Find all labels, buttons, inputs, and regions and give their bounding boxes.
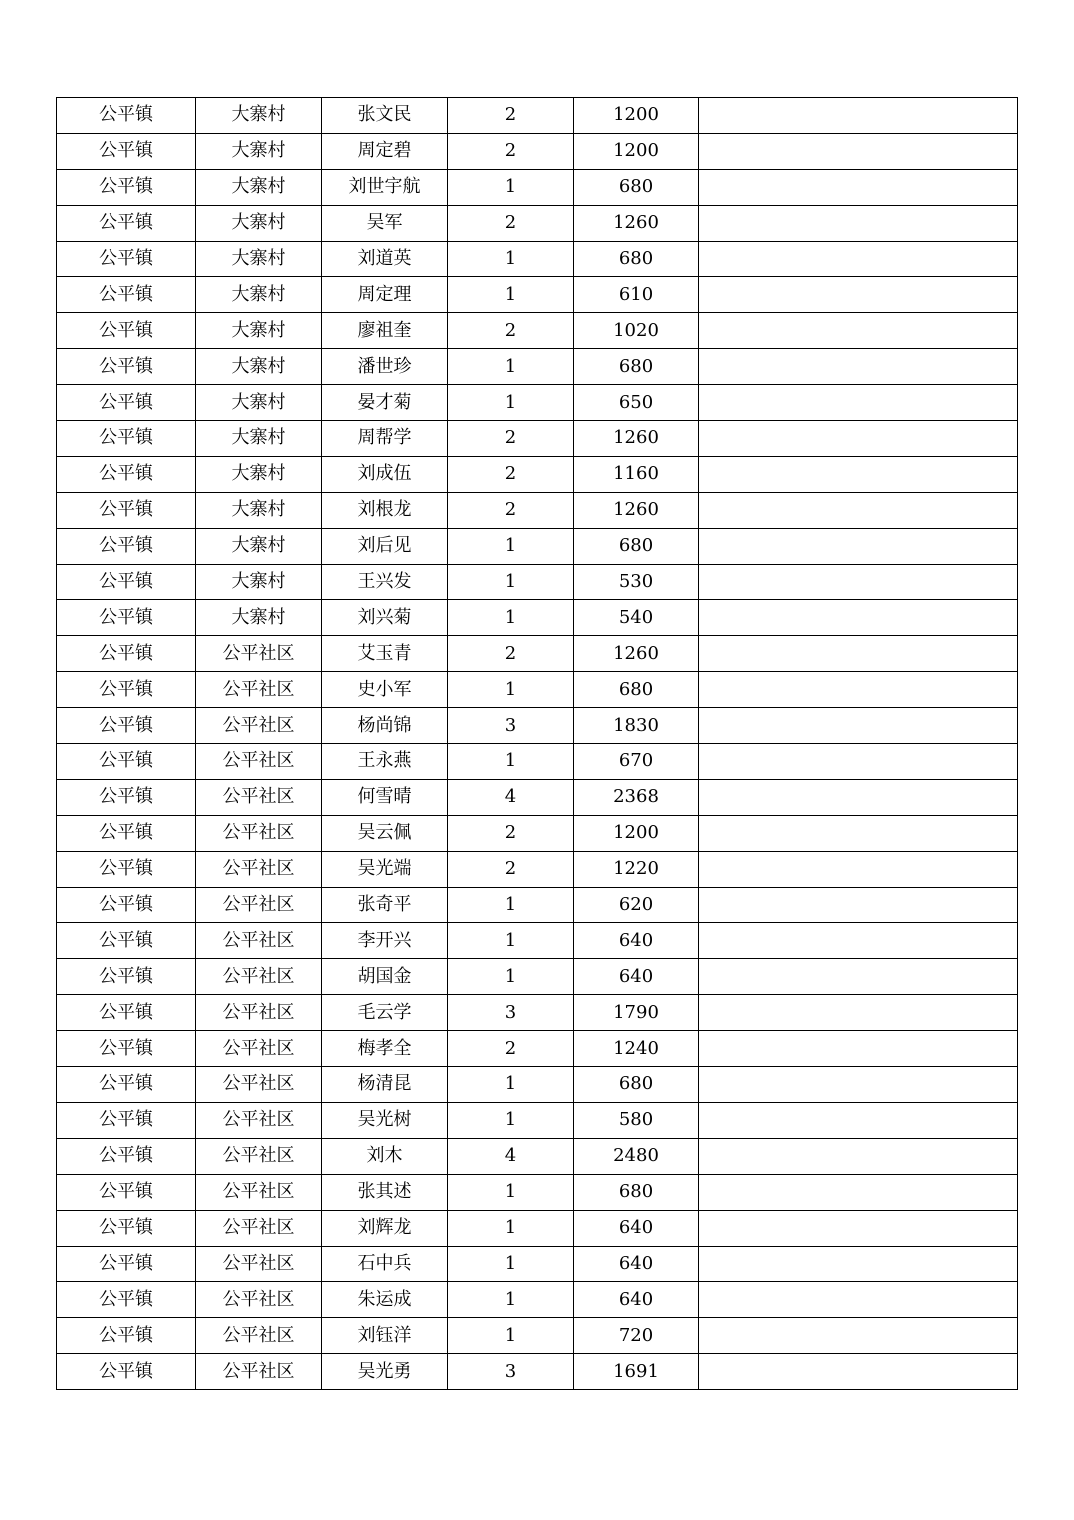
cell-village: 公平社区 <box>196 1138 322 1174</box>
cell-amount: 540 <box>574 600 699 636</box>
cell-note <box>699 205 1018 241</box>
cell-amount: 2368 <box>574 779 699 815</box>
cell-village: 大寨村 <box>196 169 322 205</box>
cell-people-count: 1 <box>448 241 574 277</box>
cell-name: 晏才菊 <box>322 385 448 421</box>
cell-village: 大寨村 <box>196 313 322 349</box>
cell-people-count: 1 <box>448 1210 574 1246</box>
table-row <box>57 744 1018 780</box>
table-row <box>57 1318 1018 1354</box>
cell-town: 公平镇 <box>57 887 196 923</box>
table-row <box>57 1210 1018 1246</box>
cell-note <box>699 98 1018 134</box>
cell-amount: 670 <box>574 744 699 780</box>
cell-people-count: 1 <box>448 169 574 205</box>
cell-note <box>699 672 1018 708</box>
cell-town: 公平镇 <box>57 528 196 564</box>
cell-amount: 2480 <box>574 1138 699 1174</box>
cell-note <box>699 923 1018 959</box>
cell-people-count: 4 <box>448 1138 574 1174</box>
table-row <box>57 528 1018 564</box>
cell-village: 大寨村 <box>196 385 322 421</box>
table-row <box>57 636 1018 672</box>
cell-amount: 680 <box>574 1174 699 1210</box>
table-row <box>57 349 1018 385</box>
table-row <box>57 169 1018 205</box>
cell-name: 周定理 <box>322 277 448 313</box>
cell-name: 刘木 <box>322 1138 448 1174</box>
cell-people-count: 2 <box>448 133 574 169</box>
cell-village: 大寨村 <box>196 241 322 277</box>
cell-town: 公平镇 <box>57 1246 196 1282</box>
cell-town: 公平镇 <box>57 492 196 528</box>
cell-people-count: 3 <box>448 995 574 1031</box>
cell-village: 公平社区 <box>196 636 322 672</box>
cell-village: 大寨村 <box>196 205 322 241</box>
data-table <box>56 97 1018 1390</box>
cell-note <box>699 1282 1018 1318</box>
cell-village: 公平社区 <box>196 1210 322 1246</box>
cell-name: 毛云学 <box>322 995 448 1031</box>
cell-name: 刘世宇航 <box>322 169 448 205</box>
cell-people-count: 1 <box>448 923 574 959</box>
cell-note <box>699 492 1018 528</box>
cell-amount: 640 <box>574 1282 699 1318</box>
cell-people-count: 1 <box>448 744 574 780</box>
table-row <box>57 98 1018 134</box>
cell-village: 大寨村 <box>196 492 322 528</box>
cell-town: 公平镇 <box>57 1174 196 1210</box>
cell-town: 公平镇 <box>57 1067 196 1103</box>
cell-amount: 1691 <box>574 1354 699 1390</box>
cell-amount: 1260 <box>574 636 699 672</box>
cell-amount: 1160 <box>574 456 699 492</box>
table-row <box>57 1031 1018 1067</box>
cell-note <box>699 779 1018 815</box>
cell-town: 公平镇 <box>57 959 196 995</box>
cell-village: 公平社区 <box>196 1067 322 1103</box>
table-row <box>57 241 1018 277</box>
cell-town: 公平镇 <box>57 995 196 1031</box>
cell-note <box>699 1174 1018 1210</box>
cell-amount: 530 <box>574 564 699 600</box>
cell-name: 刘根龙 <box>322 492 448 528</box>
table-row <box>57 1174 1018 1210</box>
cell-name: 吴军 <box>322 205 448 241</box>
cell-town: 公平镇 <box>57 923 196 959</box>
cell-amount: 720 <box>574 1318 699 1354</box>
cell-note <box>699 456 1018 492</box>
cell-amount: 650 <box>574 385 699 421</box>
cell-people-count: 1 <box>448 1318 574 1354</box>
cell-name: 张文民 <box>322 98 448 134</box>
cell-name: 艾玉青 <box>322 636 448 672</box>
cell-town: 公平镇 <box>57 1318 196 1354</box>
cell-amount: 680 <box>574 241 699 277</box>
cell-note <box>699 744 1018 780</box>
cell-village: 大寨村 <box>196 456 322 492</box>
cell-note <box>699 133 1018 169</box>
cell-name: 刘兴菊 <box>322 600 448 636</box>
cell-note <box>699 1246 1018 1282</box>
cell-amount: 1260 <box>574 205 699 241</box>
cell-name: 刘辉龙 <box>322 1210 448 1246</box>
cell-village: 公平社区 <box>196 1031 322 1067</box>
cell-people-count: 1 <box>448 1174 574 1210</box>
cell-note <box>699 600 1018 636</box>
cell-name: 史小军 <box>322 672 448 708</box>
cell-name: 胡国金 <box>322 959 448 995</box>
table-row <box>57 1282 1018 1318</box>
table-row <box>57 1354 1018 1390</box>
cell-town: 公平镇 <box>57 241 196 277</box>
cell-people-count: 1 <box>448 1246 574 1282</box>
table-row <box>57 456 1018 492</box>
cell-amount: 610 <box>574 277 699 313</box>
cell-town: 公平镇 <box>57 815 196 851</box>
cell-town: 公平镇 <box>57 1102 196 1138</box>
cell-note <box>699 1210 1018 1246</box>
cell-town: 公平镇 <box>57 98 196 134</box>
cell-village: 大寨村 <box>196 564 322 600</box>
cell-town: 公平镇 <box>57 744 196 780</box>
cell-village: 大寨村 <box>196 600 322 636</box>
cell-note <box>699 421 1018 457</box>
cell-name: 张奇平 <box>322 887 448 923</box>
cell-name: 李开兴 <box>322 923 448 959</box>
cell-note <box>699 1138 1018 1174</box>
cell-village: 大寨村 <box>196 349 322 385</box>
cell-note <box>699 1354 1018 1390</box>
cell-name: 朱运成 <box>322 1282 448 1318</box>
cell-note <box>699 887 1018 923</box>
cell-amount: 1260 <box>574 421 699 457</box>
cell-amount: 1200 <box>574 98 699 134</box>
cell-amount: 640 <box>574 959 699 995</box>
cell-people-count: 1 <box>448 887 574 923</box>
cell-village: 公平社区 <box>196 923 322 959</box>
cell-people-count: 2 <box>448 851 574 887</box>
cell-town: 公平镇 <box>57 851 196 887</box>
cell-people-count: 1 <box>448 564 574 600</box>
cell-amount: 1020 <box>574 313 699 349</box>
cell-village: 公平社区 <box>196 779 322 815</box>
table-row <box>57 492 1018 528</box>
cell-note <box>699 169 1018 205</box>
cell-note <box>699 528 1018 564</box>
cell-name: 王兴发 <box>322 564 448 600</box>
cell-village: 公平社区 <box>196 1102 322 1138</box>
cell-town: 公平镇 <box>57 564 196 600</box>
cell-people-count: 3 <box>448 708 574 744</box>
cell-name: 梅孝全 <box>322 1031 448 1067</box>
table-row <box>57 313 1018 349</box>
cell-town: 公平镇 <box>57 779 196 815</box>
cell-name: 刘成伍 <box>322 456 448 492</box>
table-row <box>57 600 1018 636</box>
cell-name: 张其述 <box>322 1174 448 1210</box>
table-row <box>57 779 1018 815</box>
table-row <box>57 672 1018 708</box>
cell-people-count: 1 <box>448 1102 574 1138</box>
cell-name: 周定碧 <box>322 133 448 169</box>
cell-people-count: 3 <box>448 1354 574 1390</box>
cell-village: 大寨村 <box>196 528 322 564</box>
cell-village: 大寨村 <box>196 277 322 313</box>
cell-town: 公平镇 <box>57 1210 196 1246</box>
cell-amount: 1260 <box>574 492 699 528</box>
cell-note <box>699 995 1018 1031</box>
cell-name: 吴光勇 <box>322 1354 448 1390</box>
cell-name: 杨尚锦 <box>322 708 448 744</box>
cell-amount: 1830 <box>574 708 699 744</box>
cell-name: 王永燕 <box>322 744 448 780</box>
cell-note <box>699 636 1018 672</box>
cell-people-count: 2 <box>448 421 574 457</box>
cell-people-count: 1 <box>448 1067 574 1103</box>
cell-name: 何雪晴 <box>322 779 448 815</box>
cell-village: 公平社区 <box>196 1174 322 1210</box>
cell-note <box>699 1102 1018 1138</box>
cell-amount: 640 <box>574 1210 699 1246</box>
cell-village: 大寨村 <box>196 133 322 169</box>
cell-village: 公平社区 <box>196 815 322 851</box>
cell-people-count: 1 <box>448 1282 574 1318</box>
cell-people-count: 4 <box>448 779 574 815</box>
cell-town: 公平镇 <box>57 600 196 636</box>
cell-name: 廖祖奎 <box>322 313 448 349</box>
cell-town: 公平镇 <box>57 1031 196 1067</box>
cell-note <box>699 851 1018 887</box>
cell-village: 公平社区 <box>196 1246 322 1282</box>
cell-people-count: 1 <box>448 528 574 564</box>
cell-name: 吴云佩 <box>322 815 448 851</box>
table-row <box>57 1138 1018 1174</box>
cell-amount: 680 <box>574 1067 699 1103</box>
cell-town: 公平镇 <box>57 708 196 744</box>
cell-village: 公平社区 <box>196 851 322 887</box>
cell-town: 公平镇 <box>57 313 196 349</box>
cell-town: 公平镇 <box>57 421 196 457</box>
cell-note <box>699 385 1018 421</box>
cell-people-count: 1 <box>448 385 574 421</box>
table-row <box>57 923 1018 959</box>
cell-amount: 620 <box>574 887 699 923</box>
cell-people-count: 1 <box>448 600 574 636</box>
cell-amount: 1200 <box>574 815 699 851</box>
cell-note <box>699 241 1018 277</box>
cell-village: 公平社区 <box>196 708 322 744</box>
cell-people-count: 1 <box>448 672 574 708</box>
cell-people-count: 2 <box>448 456 574 492</box>
cell-village: 公平社区 <box>196 672 322 708</box>
cell-town: 公平镇 <box>57 456 196 492</box>
cell-amount: 680 <box>574 169 699 205</box>
cell-village: 公平社区 <box>196 1282 322 1318</box>
cell-village: 公平社区 <box>196 1318 322 1354</box>
cell-people-count: 2 <box>448 98 574 134</box>
cell-people-count: 2 <box>448 313 574 349</box>
table-row <box>57 708 1018 744</box>
cell-town: 公平镇 <box>57 1138 196 1174</box>
cell-name: 石中兵 <box>322 1246 448 1282</box>
cell-amount: 640 <box>574 923 699 959</box>
cell-amount: 1220 <box>574 851 699 887</box>
cell-amount: 1240 <box>574 1031 699 1067</box>
cell-name: 周帮学 <box>322 421 448 457</box>
table-row <box>57 421 1018 457</box>
cell-amount: 680 <box>574 349 699 385</box>
cell-note <box>699 349 1018 385</box>
cell-people-count: 2 <box>448 815 574 851</box>
cell-people-count: 2 <box>448 492 574 528</box>
table-row <box>57 1246 1018 1282</box>
table-row <box>57 385 1018 421</box>
cell-note <box>699 277 1018 313</box>
cell-name: 潘世珍 <box>322 349 448 385</box>
table-row <box>57 277 1018 313</box>
cell-village: 公平社区 <box>196 1354 322 1390</box>
cell-people-count: 2 <box>448 205 574 241</box>
cell-name: 刘道英 <box>322 241 448 277</box>
cell-amount: 1790 <box>574 995 699 1031</box>
cell-people-count: 2 <box>448 636 574 672</box>
cell-note <box>699 1067 1018 1103</box>
cell-name: 刘钰洋 <box>322 1318 448 1354</box>
cell-name: 杨清昆 <box>322 1067 448 1103</box>
cell-note <box>699 1318 1018 1354</box>
cell-name: 刘后见 <box>322 528 448 564</box>
cell-amount: 1200 <box>574 133 699 169</box>
cell-town: 公平镇 <box>57 636 196 672</box>
table-row <box>57 564 1018 600</box>
table-row <box>57 205 1018 241</box>
table-row <box>57 959 1018 995</box>
cell-note <box>699 1031 1018 1067</box>
table-row <box>57 887 1018 923</box>
cell-name: 吴光端 <box>322 851 448 887</box>
cell-town: 公平镇 <box>57 349 196 385</box>
cell-town: 公平镇 <box>57 1282 196 1318</box>
cell-people-count: 2 <box>448 1031 574 1067</box>
cell-village: 公平社区 <box>196 887 322 923</box>
cell-name: 吴光树 <box>322 1102 448 1138</box>
cell-village: 公平社区 <box>196 744 322 780</box>
table-row <box>57 851 1018 887</box>
cell-village: 公平社区 <box>196 959 322 995</box>
table-row <box>57 1102 1018 1138</box>
table-row <box>57 1067 1018 1103</box>
cell-amount: 640 <box>574 1246 699 1282</box>
cell-town: 公平镇 <box>57 205 196 241</box>
cell-town: 公平镇 <box>57 169 196 205</box>
cell-people-count: 1 <box>448 349 574 385</box>
cell-town: 公平镇 <box>57 385 196 421</box>
cell-town: 公平镇 <box>57 133 196 169</box>
cell-note <box>699 959 1018 995</box>
cell-people-count: 1 <box>448 959 574 995</box>
cell-village: 大寨村 <box>196 421 322 457</box>
cell-village: 大寨村 <box>196 98 322 134</box>
cell-village: 公平社区 <box>196 995 322 1031</box>
cell-amount: 680 <box>574 672 699 708</box>
cell-amount: 680 <box>574 528 699 564</box>
cell-note <box>699 708 1018 744</box>
cell-town: 公平镇 <box>57 672 196 708</box>
cell-note <box>699 564 1018 600</box>
table-row <box>57 133 1018 169</box>
cell-note <box>699 815 1018 851</box>
cell-town: 公平镇 <box>57 277 196 313</box>
cell-amount: 580 <box>574 1102 699 1138</box>
table-row <box>57 815 1018 851</box>
cell-people-count: 1 <box>448 277 574 313</box>
cell-town: 公平镇 <box>57 1354 196 1390</box>
cell-note <box>699 313 1018 349</box>
table-body <box>57 98 1018 1390</box>
table-row <box>57 995 1018 1031</box>
